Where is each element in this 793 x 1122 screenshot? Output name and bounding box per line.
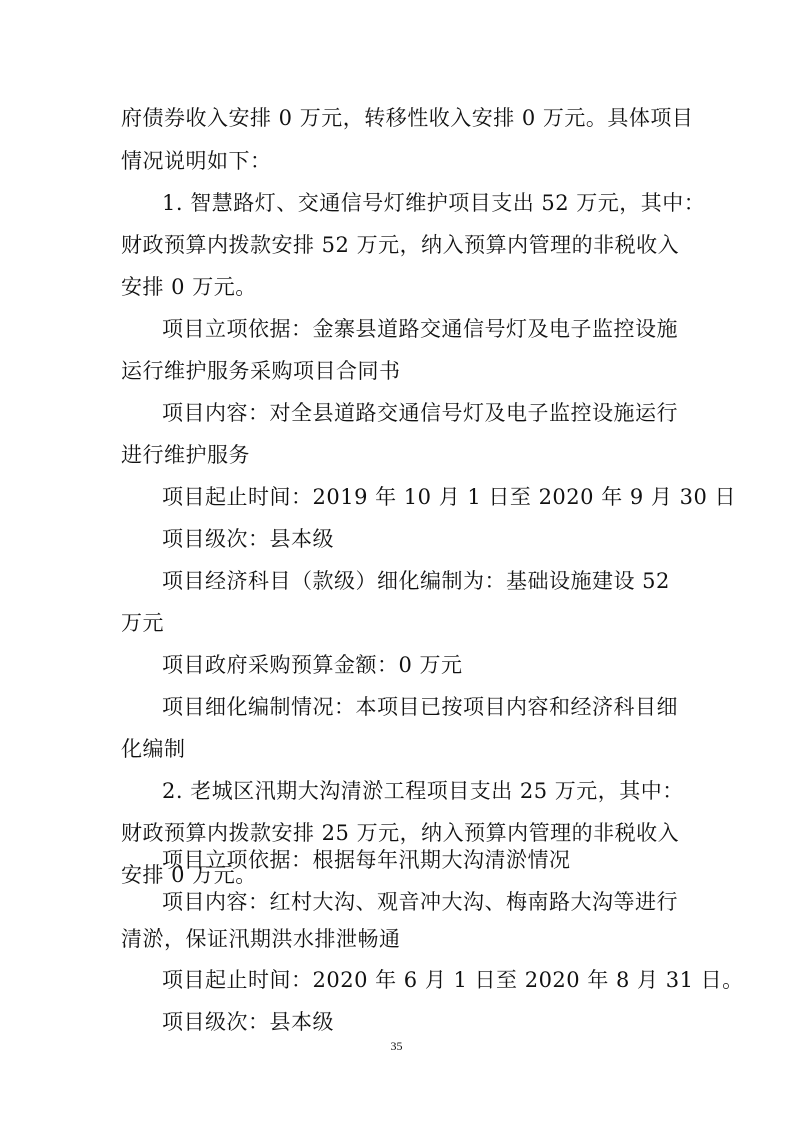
paragraph-line: 运行维护服务采购项目合同书 (121, 359, 401, 383)
paragraph-line: 项目政府采购预算金额：0 万元 (162, 653, 463, 677)
paragraph-line: 项目起止时间：2020 年 6 月 1 日至 2020 年 8 月 31 日。 (162, 968, 744, 992)
paragraph-line: 1. 智慧路灯、交通信号灯维护项目支出 52 万元，其中： (162, 191, 706, 215)
paragraph-line: 项目级次：县本级 (162, 1010, 334, 1034)
paragraph-line: 万元 (121, 611, 164, 635)
paragraph-line: 情况说明如下： (121, 149, 272, 173)
paragraph-line: 项目内容：对全县道路交通信号灯及电子监控设施运行 (162, 401, 678, 425)
paragraph-line: 项目立项依据：根据每年汛期大沟清淤情况 (162, 848, 571, 872)
paragraph-line: 财政预算内拨款安排 25 万元，纳入预算内管理的非税收入 (121, 821, 680, 845)
paragraph-line: 府债券收入安排 0 万元，转移性收入安排 0 万元。具体项目 (121, 106, 694, 130)
paragraph-line: 进行维护服务 (121, 443, 250, 467)
paragraph-line: 化编制 (121, 737, 186, 761)
paragraph-line: 项目级次：县本级 (162, 527, 334, 551)
paragraph-line: 项目立项依据：金寨县道路交通信号灯及电子监控设施 (162, 317, 678, 341)
page-number: 35 (390, 1039, 403, 1053)
paragraph-line: 项目经济科目（款级）细化编制为：基础设施建设 52 (162, 569, 670, 593)
paragraph-line: 项目内容：红村大沟、观音冲大沟、梅南路大沟等进行 (162, 890, 678, 914)
paragraph-line: 项目起止时间：2019 年 10 月 1 日至 2020 年 9 月 30 日 (162, 485, 736, 509)
paragraph-line: 2. 老城区汛期大沟清淤工程项目支出 25 万元，其中： (162, 779, 684, 803)
paragraph-line: 财政预算内拨款安排 52 万元，纳入预算内管理的非税收入 (121, 233, 680, 257)
paragraph-line: 清淤，保证汛期洪水排泄畅通 (121, 927, 401, 951)
paragraph-line: 安排 0 万元。 (121, 863, 257, 887)
paragraph-line: 项目细化编制情况：本项目已按项目内容和经济科目细 (162, 695, 678, 719)
paragraph-line: 安排 0 万元。 (121, 275, 257, 299)
